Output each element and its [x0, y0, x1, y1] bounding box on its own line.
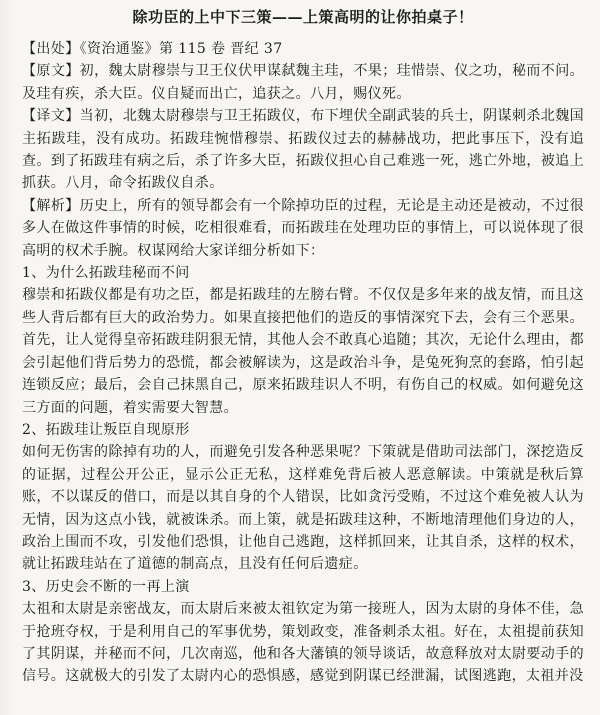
- analysis-text: 历史上，所有的领导都会有一个除掉功臣的过程，无论是主动还是被动，不过很多人在做这件事情的时候，吃相很难看，而拓跋珪在处理功臣的事情上，可以说体现了很高明的权术手腕。权谋网给大家详细分析如下：: [22, 197, 585, 259]
- translation-paragraph: [22, 105, 584, 195]
- translation-tag: 【译文】: [22, 108, 80, 125]
- translation-text: 当初，北魏太尉穆崇与卫王拓跋仪，布下埋伏全副武装的兵士，阴谋刺杀北魏国主拓跋珪，没有成功。拓跋珪惋惜穆崇、拓跋仪过去的赫赫战功，把此事压下，没有追查。到了拓跋珪有病之后，杀了许多大臣，拓跋仪担心自己难逃一死，逃亡外地，被追上抓获。八月，命令拓跋仪自杀。: [22, 108, 585, 192]
- section-1-heading: 1、为什么拓跋珪秘而不问: [22, 265, 190, 282]
- section-1-text: 穆崇和拓跋仪都是有功之臣，都是拓跋珪的左膀右臂。不仅仅是多年来的战友情，而且这些人背后都有巨大的政治势力。如果直接把他们的造反的事情深究下去，会有三个恶果。首先，让人觉得皇帝拓跋珪阴狠无情，其他人会不敢真心追随；其次，无论什么理由，都会引起他们背后势力的恐慌，都会被解读为，这是政治斗争，是兔死狗烹的套路，怕引起连锁反应；最后，会自己抹黑自己，原来拓跋珪识人不明，有伤自己的权威。如何避免这三方面的问题，着实需要大智慧。: [22, 287, 584, 416]
- original-text: 初，魏太尉穆崇与卫王仪伏甲谋弑魏主珪，不果；珪惜崇、仪之功，秘而不问。及珪有疾，杀大臣。仪自疑而出亡，追获之。八月，赐仪死。: [22, 63, 585, 102]
- section-2-text: 如何无伤害的除掉有功的人，而避免引发各种恶果呢？下策就是借助司法部门，深挖造反的证据，过程公开公正，显示公正无私，这样难免背后被人恶意解读。中策就是秋后算账，不以谋反的借口，而是以其自身的个人错误，比如贪污受贿，不过这个难免被人认为无情，因为这点小钱，就被诛杀。而上策，就是拓跋珪这种，不断地清理他们身边的人，政治上围而不攻，引发他们恐惧，让他自己逃跑，这样抓回来，让其自杀，这样的权术，就让拓跋珪站在了道德的制高点，且没有任何后遗症。: [22, 444, 584, 573]
- section-3-heading: 3、历史会不断的一再上演: [22, 578, 190, 595]
- source-text: 《资治通鉴》第 115 卷 晋纪 37: [79, 41, 283, 57]
- section-2-heading: 2、拓跋珪让叛臣自现原形: [22, 421, 190, 438]
- analysis-paragraph: [22, 195, 584, 262]
- original-text-paragraph: [22, 60, 584, 105]
- source-tag: 【出处】: [22, 41, 80, 57]
- section-3-text: 太祖和太尉是亲密战友，而太尉后来被太祖钦定为第一接班人，因为太尉的身体不佳，急于抢班夺权，于是利用自己的军事优势，策划政变，准备刺杀太祖。好在，太祖提前获知了其阴谋，并秘而不问，几次南巡，他和各大藩镇的领导谈话，故意释放对太尉要动手的信号。这就极大的引发了太尉内心的恐惧感，感觉到阴谋已经泄漏，试图逃跑，太祖并没: [22, 601, 584, 685]
- analysis-tag: 【解析】: [22, 197, 80, 214]
- article-title: 除功臣的上中下三策——上策高明的让你拍桌子！: [132, 8, 474, 26]
- original-tag: 【原文】: [22, 63, 80, 80]
- source-paragraph: [22, 38, 584, 60]
